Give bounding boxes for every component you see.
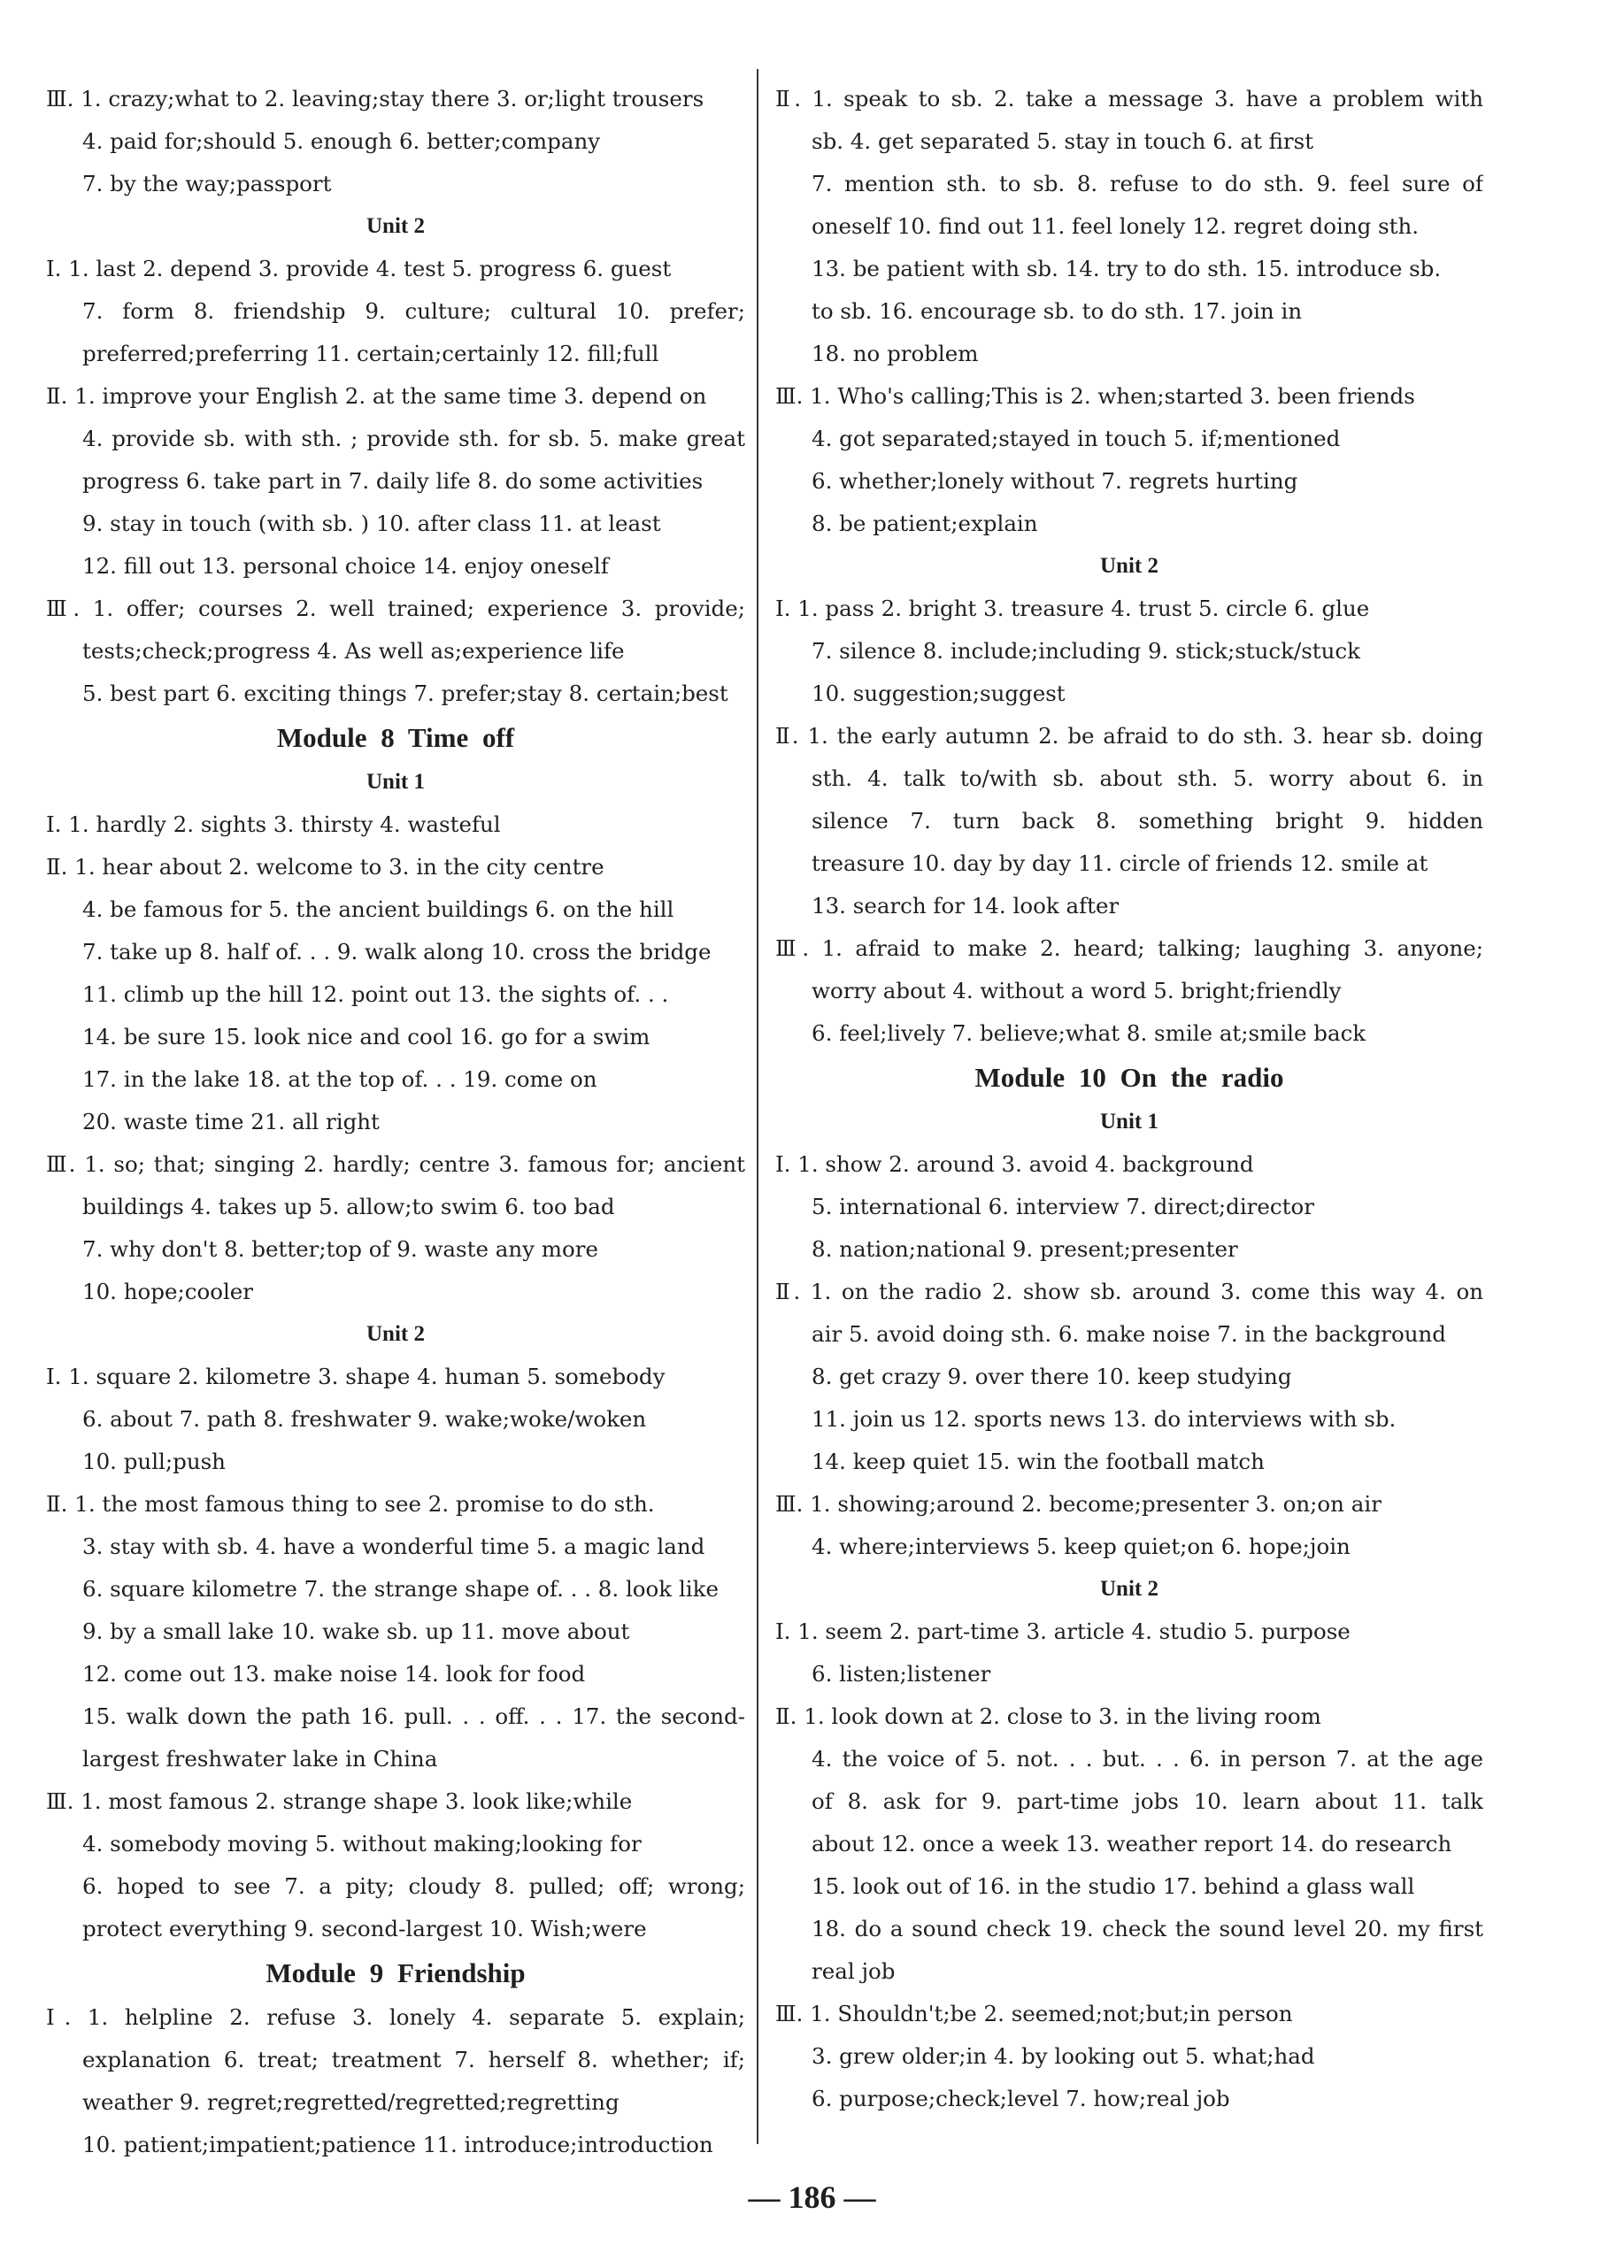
answer-line: 11. join us 12. sports news 13. do interviews with sb. (812, 1406, 1397, 1432)
answer-line: 3. grew older;in 4. by looking out 5. what;had (812, 2043, 1315, 2069)
answer-line: 9. stay in touch (with sb. ) 10. after class 11. at least (82, 511, 661, 536)
answer-line: 4. provide sb. with sth. ; provide sth. for sb. 5. make great (82, 426, 745, 451)
unit-heading: Unit 2 (1100, 1577, 1158, 1601)
answer-line: silence 7. turn back 8. something bright 9. hidden (812, 808, 1483, 834)
answer-line: 14. keep quiet 15. win the football match (812, 1449, 1265, 1474)
unit-heading: Unit 1 (366, 770, 425, 794)
exercise-section-line: Ⅲ. 1. afraid to make 2. heard; talking; laughing 3. anyone; (775, 935, 1483, 961)
module-heading: Module 8 Time off (276, 722, 515, 753)
answer-line: 7. by the way;passport (82, 171, 332, 196)
answer-line: 10. pull;push (82, 1449, 226, 1474)
unit-heading: Unit 1 (1100, 1110, 1158, 1134)
answer-line: 3. stay with sb. 4. have a wonderful time 5. a magic land (82, 1534, 705, 1559)
unit-heading: Unit 2 (1100, 554, 1158, 578)
exercise-section-line: Ⅰ. 1. helpline 2. refuse 3. lonely 4. separate 5. explain; (46, 2004, 745, 2030)
answer-line: treasure 10. day by day 11. circle of friends 12. smile at (812, 850, 1428, 876)
answer-line: 5. best part 6. exciting things 7. prefer;stay 8. certain;best (82, 680, 728, 706)
exercise-section-line: Ⅰ. 1. pass 2. bright 3. treasure 4. trust 5. circle 6. glue (775, 596, 1370, 621)
answer-line: weather 9. regret;regretted/regretted;regretting (82, 2089, 620, 2115)
exercise-section-line: Ⅰ. 1. show 2. around 3. avoid 4. background (775, 1151, 1254, 1177)
answer-line: 6. feel;lively 7. believe;what 8. smile at;smile back (812, 1020, 1366, 1046)
answer-line: 10. patient;impatient;patience 11. introduce;introduction (82, 2132, 713, 2157)
exercise-section-line: Ⅱ. 1. speak to sb. 2. take a message 3. have a problem with (775, 86, 1483, 111)
answer-line: largest freshwater lake in China (82, 1746, 438, 1772)
answer-line: 4. the voice of 5. not. . . but. . . 6. in person 7. at the age (812, 1746, 1483, 1772)
answer-line: 4. got separated;stayed in touch 5. if;mentioned (812, 426, 1341, 451)
answer-line: about 12. once a week 13. weather report 14. do research (812, 1831, 1452, 1857)
module-heading: Module 10 On the radio (974, 1062, 1284, 1093)
answer-line: 14. be sure 15. look nice and cool 16. go for a swim (82, 1024, 650, 1049)
answer-line: 7. form 8. friendship 9. culture; cultural 10. prefer; (82, 298, 745, 324)
answer-line: 7. take up 8. half of. . . 9. walk along 10. cross the bridge (82, 939, 712, 965)
answer-line: 13. search for 14. look after (812, 893, 1120, 919)
answer-line: 11. climb up the hill 12. point out 13. the sights of. . . (82, 981, 669, 1007)
answer-line: 18. no problem (812, 341, 979, 366)
answer-line: buildings 4. takes up 5. allow;to swim 6. too bad (82, 1194, 615, 1219)
answer-line: 9. by a small lake 10. wake sb. up 11. move about (82, 1618, 630, 1644)
answer-line: preferred;preferring 11. certain;certainly 12. fill;full (82, 341, 659, 366)
answer-line: 8. get crazy 9. over there 10. keep studying (812, 1364, 1292, 1389)
answer-line: 18. do a sound check 19. check the sound level 20. my first (812, 1916, 1483, 1941)
exercise-section-line: Ⅱ. 1. the early autumn 2. be afraid to do sth. 3. hear sb. doing (775, 723, 1483, 749)
exercise-section-line: Ⅲ. 1. most famous 2. strange shape 3. look like;while (46, 1788, 633, 1814)
answer-line: progress 6. take part in 7. daily life 8. do some activities (82, 468, 704, 494)
answer-line: sb. 4. get separated 5. stay in touch 6. at first (812, 128, 1314, 154)
answer-line: 13. be patient with sb. 14. try to do sth. 15. introduce sb. (812, 256, 1442, 281)
exercise-section-line: Ⅲ. 1. crazy;what to 2. leaving;stay there 3. or;light trousers (46, 86, 704, 111)
answer-line: 4. somebody moving 5. without making;looking for (82, 1831, 642, 1857)
answer-line: protect everything 9. second-largest 10. Wish;were (82, 1916, 647, 1941)
answer-line: 17. in the lake 18. at the top of. . . 19. come on (82, 1066, 597, 1092)
answer-line: tests;check;progress 4. As well as;experience life (82, 638, 625, 664)
answer-line: sth. 4. talk to/with sb. about sth. 5. worry about 6. in (812, 765, 1483, 791)
page-number: — 186 — (748, 2180, 876, 2215)
exercise-section-line: Ⅲ. 1. Who's calling;This is 2. when;started 3. been friends (775, 383, 1415, 409)
exercise-section-line: Ⅰ. 1. seem 2. part-time 3. article 4. studio 5. purpose (775, 1618, 1351, 1644)
answer-line: 15. look out of 16. in the studio 17. behind a glass wall (812, 1873, 1415, 1899)
answer-line: 4. be famous for 5. the ancient buildings 6. on the hill (82, 896, 674, 922)
answer-line: explanation 6. treat; treatment 7. herself 8. whether; if; (82, 2047, 745, 2072)
answer-line: oneself 10. find out 11. feel lonely 12. regret doing sth. (812, 213, 1420, 239)
exercise-section-line: Ⅲ. 1. showing;around 2. become;presenter 3. on;on air (775, 1491, 1382, 1517)
exercise-section-line: Ⅱ. 1. the most famous thing to see 2. promise to do sth. (46, 1491, 655, 1517)
answer-line: 6. whether;lonely without 7. regrets hurting (812, 468, 1298, 494)
left-column (46, 78, 745, 2166)
answer-line: 10. suggestion;suggest (812, 680, 1066, 706)
answer-line: 12. come out 13. make noise 14. look for food (82, 1661, 586, 1687)
answer-line: 8. be patient;explain (812, 511, 1038, 536)
answer-line: 6. square kilometre 7. the strange shape of. . . 8. look like (82, 1576, 719, 1602)
answer-line: 6. purpose;check;level 7. how;real job (812, 2086, 1230, 2111)
answer-line: 5. international 6. interview 7. direct;director (812, 1194, 1314, 1219)
answer-line: 7. why don't 8. better;top of 9. waste any more (82, 1236, 598, 1262)
unit-heading: Unit 2 (366, 214, 425, 238)
answer-line: 20. waste time 21. all right (82, 1109, 380, 1134)
answer-line: 6. hoped to see 7. a pity; cloudy 8. pulled; off; wrong; (82, 1873, 745, 1899)
unit-heading: Unit 2 (366, 1322, 425, 1346)
answer-line: 6. about 7. path 8. freshwater 9. wake;woke/woken (82, 1406, 647, 1432)
module-heading: Module 9 Friendship (266, 1957, 526, 1988)
exercise-section-line: Ⅱ. 1. on the radio 2. show sb. around 3. come this way 4. on (775, 1279, 1483, 1304)
exercise-section-line: Ⅱ. 1. look down at 2. close to 3. in the living room (775, 1703, 1321, 1729)
answer-line: to sb. 16. encourage sb. to do sth. 17. join in (812, 298, 1303, 324)
answer-line: real job (812, 1958, 896, 1984)
right-column (775, 78, 1483, 2120)
answer-line: worry about 4. without a word 5. bright;friendly (812, 978, 1342, 1003)
answer-line: 12. fill out 13. personal choice 14. enjoy oneself (82, 553, 609, 579)
answer-line: 4. paid for;should 5. enough 6. better;company (82, 128, 601, 154)
exercise-section-line: Ⅰ. 1. last 2. depend 3. provide 4. test 5. progress 6. guest (46, 256, 672, 281)
answer-line: air 5. avoid doing sth. 6. make noise 7. in the background (812, 1321, 1446, 1347)
exercise-section-line: Ⅱ. 1. hear about 2. welcome to 3. in the city centre (46, 854, 604, 880)
answer-line: of 8. ask for 9. part-time jobs 10. learn about 11. talk (812, 1788, 1483, 1814)
exercise-section-line: Ⅲ. 1. Shouldn't;be 2. seemed;not;but;in person (775, 2001, 1293, 2026)
answer-line: 4. where;interviews 5. keep quiet;on 6. hope;join (812, 1534, 1351, 1559)
answer-line: 15. walk down the path 16. pull. . . off. . . 17. the second- (82, 1703, 745, 1729)
exercise-section-line: Ⅰ. 1. hardly 2. sights 3. thirsty 4. wasteful (46, 811, 501, 837)
exercise-section-line: Ⅰ. 1. square 2. kilometre 3. shape 4. human 5. somebody (46, 1364, 666, 1389)
exercise-section-line: Ⅱ. 1. improve your English 2. at the same time 3. depend on (46, 383, 707, 409)
answer-line: 10. hope;cooler (82, 1279, 253, 1304)
exercise-section-line: Ⅲ. 1. so; that; singing 2. hardly; centre 3. famous for; ancient (46, 1151, 745, 1177)
exercise-section-line: Ⅲ. 1. offer; courses 2. well trained; experience 3. provide; (46, 596, 745, 621)
answer-line: 8. nation;national 9. present;presenter (812, 1236, 1238, 1262)
answer-line: 7. mention sth. to sb. 8. refuse to do sth. 9. feel sure of (812, 171, 1483, 196)
answer-line: 6. listen;listener (812, 1661, 991, 1687)
column-divider (757, 69, 758, 2144)
answer-line: 7. silence 8. include;including 9. stick;stuck/stuck (812, 638, 1360, 664)
